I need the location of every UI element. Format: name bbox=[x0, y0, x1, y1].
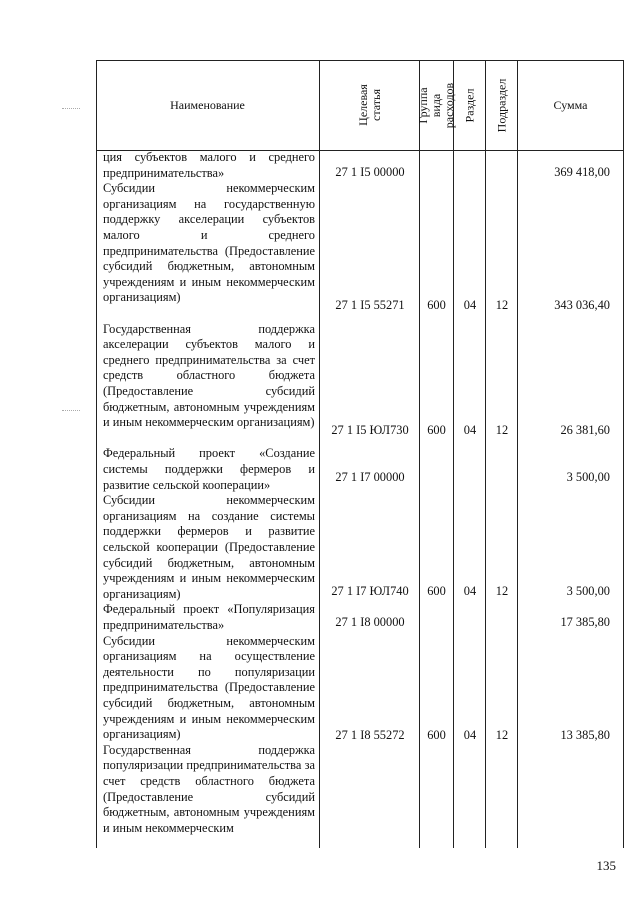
header-code-cell bbox=[320, 61, 419, 149]
row-name: ция субъектов малого и среднего предпринимательства» bbox=[103, 150, 315, 180]
header-sum: Сумма bbox=[553, 97, 588, 112]
row-group: 600 bbox=[427, 728, 446, 742]
row-sum: 13 385,80 bbox=[560, 728, 610, 742]
row-name: Федеральный проект «Популяризация предпринимательства» bbox=[103, 602, 315, 632]
row-group: 600 bbox=[427, 584, 446, 598]
row-code: 27 1 I5 ЮЛ730 bbox=[331, 423, 409, 437]
row-group: 600 bbox=[427, 298, 446, 312]
header-name-cell bbox=[96, 61, 319, 149]
page-number: 135 bbox=[596, 858, 616, 873]
table-border-right bbox=[623, 60, 624, 848]
row-sum: 3 500,00 bbox=[566, 584, 610, 598]
row-subsection: 12 bbox=[495, 423, 509, 437]
name-column bbox=[103, 150, 315, 836]
row-subsection: 12 bbox=[495, 728, 509, 742]
row-code: 27 1 I5 55271 bbox=[335, 298, 405, 312]
header-name: Наименование bbox=[170, 97, 245, 112]
row-name: Государственная поддержка популяризации предпринимательства за счет средств областного бюджета (Предоставление субсидий бюджетным, автономным учреждениям и иным некоммерческим bbox=[103, 742, 315, 835]
row-name: Субсидии некоммерческим организациям на создание системы поддержки фермеров и развитие сельской кооперации (Предоставление субсидий бюджетным, автономным учреждениям и иным некоммерческим организациям) bbox=[103, 493, 315, 601]
row-code: 27 1 I7 00000 bbox=[335, 470, 405, 484]
margin-mark bbox=[62, 410, 80, 411]
header-group-cell bbox=[416, 61, 456, 149]
row-code: 27 1 I8 55272 bbox=[335, 728, 405, 742]
row-group: 600 bbox=[427, 423, 446, 437]
header-section: Раздел bbox=[462, 88, 477, 122]
row-code: 27 1 I5 00000 bbox=[335, 165, 405, 179]
table-border-left bbox=[96, 60, 97, 848]
row-name: Субсидии некоммерческим организациям на осуществление деятельности по популяризации предпринимательства (Предоставление субсидий бюджетным, автономным учреждениям и иным некоммерческим организациям) bbox=[103, 633, 315, 742]
row-code: 27 1 I7 ЮЛ740 bbox=[331, 584, 409, 598]
table-divider bbox=[485, 60, 486, 848]
header-subsection: Подраздел bbox=[494, 78, 509, 132]
row-name: Федеральный проект «Создание системы поддержки фермеров и развитие сельской кооперации» bbox=[103, 446, 315, 492]
table-divider bbox=[453, 60, 454, 848]
row-section: 04 bbox=[463, 298, 477, 312]
row-section: 04 bbox=[463, 584, 477, 598]
header-sum-cell bbox=[518, 61, 623, 149]
row-sum: 17 385,80 bbox=[560, 615, 610, 629]
header-subsection-cell bbox=[486, 61, 517, 149]
header-group: Группа вида расходов bbox=[416, 82, 456, 128]
row-sum: 343 036,40 bbox=[554, 298, 610, 312]
row-subsection: 12 bbox=[495, 298, 509, 312]
row-name: Государственная поддержка акселерации субъектов малого и среднего предпринимательства за счет средств областного бюджета (Предоставление субсидий бюджетным, автономным учреждениям и иным некоммерческим организациям) bbox=[103, 321, 315, 430]
row-subsection: 12 bbox=[495, 584, 509, 598]
header-section-cell bbox=[454, 61, 485, 149]
row-name: Субсидии некоммерческим организациям на государственную поддержку акселерации субъектов малого и среднего предпринимательства (Предоставление субсидий бюджетным, автономным учреждениям и иным некоммерческим организациям) bbox=[103, 181, 315, 305]
row-sum: 3 500,00 bbox=[566, 470, 610, 484]
row-code: 27 1 I8 00000 bbox=[335, 615, 405, 629]
row-sum: 369 418,00 bbox=[554, 165, 610, 179]
margin-mark bbox=[62, 108, 80, 109]
row-section: 04 bbox=[463, 728, 477, 742]
header-code: Целевая статья bbox=[355, 84, 383, 126]
row-sum: 26 381,60 bbox=[560, 423, 610, 437]
row-section: 04 bbox=[463, 423, 477, 437]
